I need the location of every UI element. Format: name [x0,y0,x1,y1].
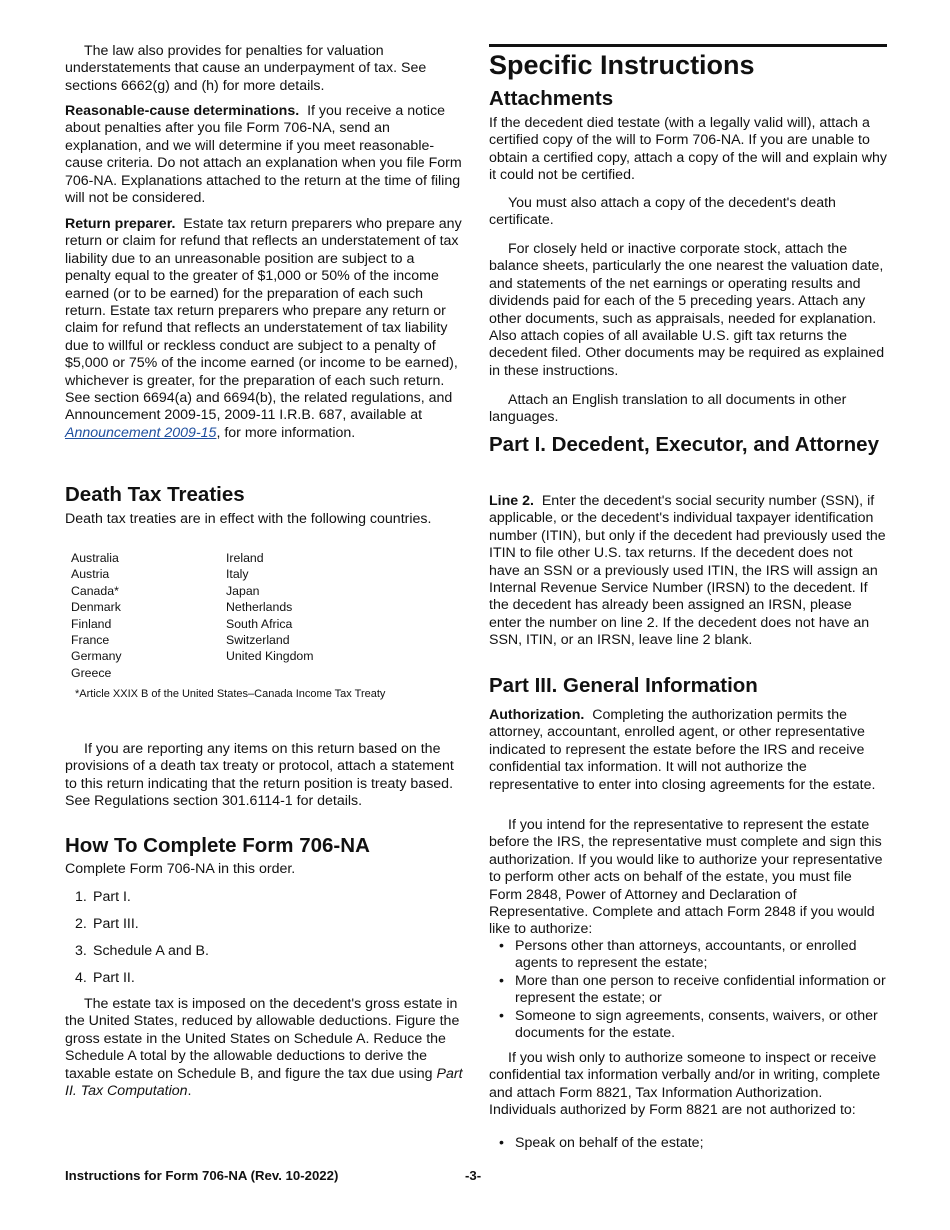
country-name: France [71,633,110,648]
country-name: Canada* [71,583,119,598]
bullet-icon: • [499,1135,504,1151]
authorization-paragraph [489,707,887,794]
country-name: Australia [71,551,119,565]
bullet-item [489,1008,887,1043]
country-name: Netherlands [226,600,293,615]
canada-footnote: *Article XXIX B of the United States–Canada Income Tax Treaty [75,688,386,700]
country-name: United Kingdom [226,649,314,664]
line2-paragraph [489,493,887,650]
death-tax-treaties-heading: Death Tax Treaties [65,483,245,506]
country-name: Italy [226,567,249,582]
bullet-icon: • [499,1007,504,1024]
authorization-body: Completing the authorization permits the attorney, accountant, enrolled agent, or other representative indicated to represent the estate before the IRS and receive confidential tax information. It will not authorize the representative to enter into closing agreements for the estate. [489,707,876,793]
estate-tax-paragraph [65,996,463,1100]
step-text: Schedule A and B. [93,943,209,959]
country-name: Greece [71,665,112,680]
bullet-text: Speak on behalf of the estate; [515,1135,704,1151]
return-preparer-tail: , for more information. [216,424,356,441]
country-name: South Africa [226,616,293,631]
reasonable-cause-heading: Reasonable-cause determinations. [65,103,300,119]
bullet-icon: • [499,972,504,989]
estate-tax-end: . [187,1083,192,1100]
country-name: Austria [71,567,110,582]
bullet-item [489,973,887,1008]
announcement-link[interactable]: Announcement 2009-15 [65,424,217,441]
estate-tax-body: The estate tax is imposed on the decedent's gross estate in the United States, reduced by allowable deductions. Figure the gross estate in the United States on Schedule A. Reduce the Schedule A total by the allowable deductions to derive the taxable estate on Schedule B, and figure the tax due using [65,996,460,1082]
step-number: 1. [75,889,87,905]
attachments-p1: If the decedent died testate (with a legally valid will), attach a certified copy of the will to Form 706-NA. If you are unable to obtain a certified copy, attach a copy of the will and explain why it could not be certified. [489,115,888,184]
authorization-heading: Authorization. [489,707,585,723]
form8821-bullets [489,1135,887,1152]
order-step [65,889,463,916]
country-name: Japan [226,583,260,598]
right-column [489,0,887,1230]
country-name: Switzerland [226,633,290,648]
step-number: 3. [75,943,87,959]
step-number: 2. [75,916,87,932]
how-to-intro: Complete Form 706-NA in this order. [65,861,296,877]
completion-order-list [65,889,463,997]
representative-paragraph: If you intend for the representative to represent the estate before the IRS, the representative must complete and sign this authorization. If you would like to authorize your representative to perform other acts on behalf of the estate, you must file Form 2848, Power of Attorney and Declaration of Representative. Complete and attach Form 2848 if you would like to authorize: [489,817,883,938]
part1-heading: Part I. Decedent, Executor, and Attorney [489,433,879,456]
treaty-statement-paragraph: If you are reporting any items on this return based on the provisions of a death tax treaty or protocol, attach a statement to this return indicating that the return position is treaty based. See Regulations section 301.6114-1 for details. [65,741,454,810]
step-text: Part II. [93,970,135,986]
country-name: Denmark [71,600,121,615]
country-name: Finland [71,616,112,631]
attachments-p3: For closely held or inactive corporate stock, attach the balance sheets, particularly the one nearest the valuation date, and statements of the net earnings or operating results and dividends paid for each of the 5 preceding years. Attach any other documents, such as appraisals, needed for explanation. Also attach copies of all available U.S. gift tax returns the decedent filed. Other documents may be required as explained in these instructions. [489,241,885,379]
how-to-complete-heading: How To Complete Form 706-NA [65,834,370,857]
bullet-text: More than one person to receive confidential information or represent the estate; or [515,972,886,1007]
country-name: Ireland [226,551,264,565]
bullet-item [489,938,887,973]
line2-body: Enter the decedent's social security number (SSN), if applicable, or the decedent's individual taxpayer identification number (ITIN), but only if the decedent had previously used the ITIN to file other U.S. tax returns. If the decedent does not have an SSN or a previously used ITIN, the IRS will assign an Internal Revenue Service Number (IRSN) to the decedent. If the decedent has already been assigned an IRSN, please enter the number on line 2. If the decedent does not have an SSN, ITIN, or an IRSN, leave line 2 blank. [489,493,886,649]
attachments-p4: Attach an English translation to all documents in other languages. [489,392,847,426]
bullet-item [489,1135,887,1152]
footer-form-title: Instructions for Form 706-NA (Rev. 10-2022) [65,1168,339,1183]
return-preparer-heading: Return preparer. [65,216,176,232]
order-step [65,916,463,943]
bullet-text: Persons other than attorneys, accountants, or enrolled agents to represent the estate; [515,938,857,972]
bullet-text: Someone to sign agreements, consents, waivers, or other documents for the estate. [515,1007,878,1042]
valuation-paragraph: The law also provides for penalties for valuation understatements that cause an underpayment of tax. See sections 6662(g) and (h) for more details. [65,43,427,94]
step-number: 4. [75,970,87,986]
country-name: Germany [71,649,122,664]
step-text: Part III. [93,916,139,932]
attachments-heading: Attachments [489,87,614,110]
part3-heading: Part III. General Information [489,674,758,697]
step-text: Part I. [93,889,131,905]
tax-computation-reference: Part II. Tax Computation [65,1065,463,1100]
page-number: -3- [465,1168,482,1183]
order-step [65,943,463,970]
reasonable-cause-body: If you receive a notice about penalties after you file Form 706-NA, send an explanation, and we will determine if you meet reasonable-cause criteria. Do not attach an explanation when you file Form 706-NA. Explanations attached to the return at the time of filing will not be considered. [65,103,462,207]
form2848-bullets [489,938,887,1042]
specific-instructions-title: Specific Instructions [489,50,755,80]
line2-heading: Line 2. [489,493,534,509]
order-step [65,970,463,997]
return-preparer-body: Estate tax return preparers who prepare any return or claim for refund that reflects an understatement of tax liability due to an unreasonable position are subject to a penalty equal to the greater of $1,000 or 50% of the income earned (or to be earned) for the preparation of each such return. Estate tax return preparers who prepare any return or claim for refund that reflects an understatement of tax liability due to willful or reckless conduct are subject to a penalty of $5,000 or 75% of the income earned (or income to be earned), whichever is greater, for the preparation of each such return. See section 6694(a) and 6694(b), the related regulations, and Announcement 2009-15, 2009-11 I.R.B. 687, available at [65,216,462,424]
bullet-icon: • [499,938,504,954]
left-column-lower [65,0,463,1230]
form8821-paragraph: If you wish only to authorize someone to inspect or receive confidential tax information verbally and/or in writing, complete and attach Form 8821, Tax Information Authorization. Individuals authorized by Form 8821 are not authorized to: [489,1050,881,1119]
death-tax-intro: Death tax treaties are in effect with the following countries. [65,511,432,527]
attachments-p2: You must also attach a copy of the decedent's death certificate. [489,195,836,229]
